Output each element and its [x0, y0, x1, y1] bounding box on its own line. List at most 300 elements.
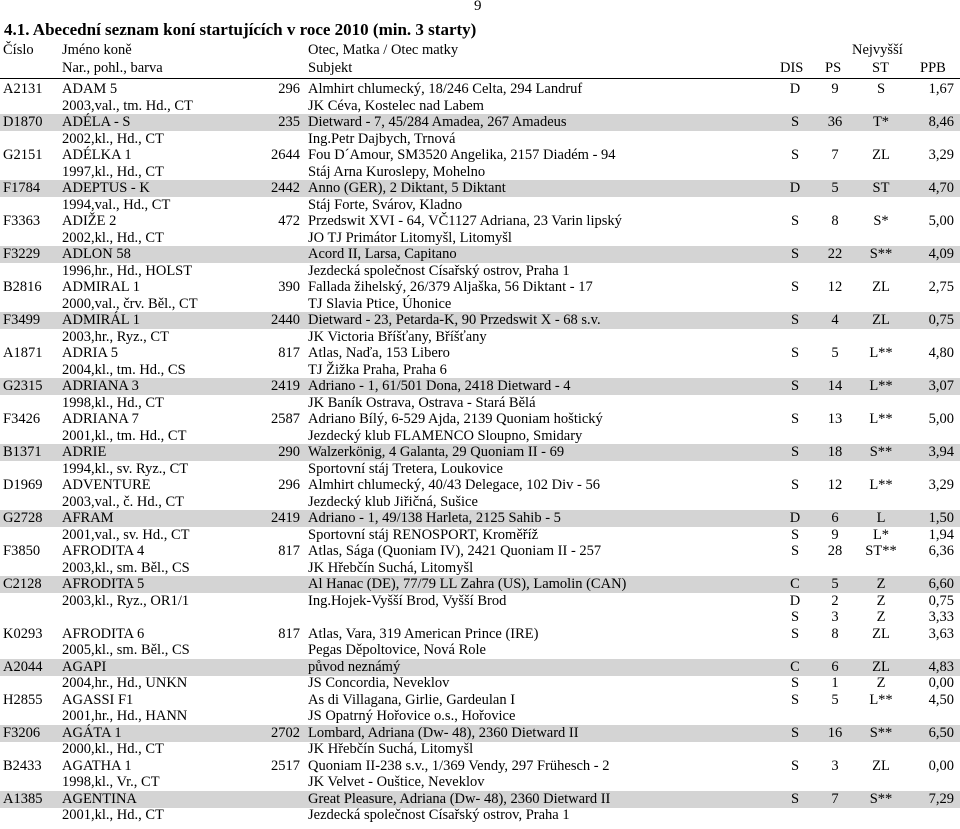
result-dis: S	[790, 477, 800, 493]
horse-info: 2001,kl., Hd., CT	[62, 807, 164, 823]
result-ppb: 6,36	[928, 543, 954, 559]
table-row	[0, 477, 960, 510]
horse-number: A2131	[3, 81, 43, 97]
table-row	[0, 378, 960, 411]
table-row-line	[0, 164, 960, 181]
result-dis: D	[789, 510, 801, 526]
horse-parents: Almhirt chlumecký, 40/43 Delegace, 102 Div - 56	[308, 477, 600, 493]
horse-subject: JO TJ Primátor Litomyšl, Litomyšl	[308, 229, 512, 246]
sire-number: 296	[278, 477, 300, 493]
result-ps: 8	[831, 213, 839, 229]
result-ppb: 3,33	[928, 609, 954, 625]
result-st: ZL	[872, 625, 890, 642]
horse-parents: Dietward - 7, 45/284 Amadea, 267 Amadeus	[308, 114, 567, 130]
table-row-line	[0, 345, 960, 362]
horse-subject: Ing.Hojek-Vyšší Brod, Vyšší Brod	[308, 592, 507, 609]
result-ppb: 3,29	[928, 477, 954, 493]
table-row-line	[0, 642, 960, 659]
result-st: S**	[869, 790, 893, 807]
result-dis: S	[790, 609, 800, 625]
result-dis: S	[790, 526, 800, 543]
result-st: Z	[876, 592, 886, 609]
horse-number: A1871	[3, 345, 43, 361]
result-ppb: 2,75	[928, 279, 954, 295]
result-st: L*	[872, 526, 890, 543]
result-ps: 14	[827, 378, 843, 394]
horse-number: G2315	[3, 378, 43, 394]
table-row-line	[0, 758, 960, 775]
result-ppb: 5,00	[928, 411, 954, 427]
result-ps: 12	[827, 279, 843, 295]
result-dis: S	[790, 790, 800, 807]
result-st: S*	[873, 213, 889, 229]
table-row-line	[0, 510, 960, 527]
sire-number: 2440	[271, 312, 300, 328]
result-dis: S	[790, 625, 800, 642]
result-ppb: 3,63	[928, 625, 954, 642]
table-row	[0, 444, 960, 477]
horse-parents: Adriano Bílý, 6-529 Ajda, 2139 Quoniam hoštický	[308, 411, 603, 427]
result-dis: C	[790, 576, 800, 592]
horse-parents: Quoniam II-238 s.v., 1/369 Vendy, 297 Frühesch - 2	[308, 757, 610, 774]
horse-number: D1969	[3, 477, 43, 493]
sire-number: 2587	[271, 411, 300, 427]
table-row	[0, 81, 960, 114]
table-row	[0, 411, 960, 444]
result-st: L**	[869, 411, 893, 427]
horse-subject: Stáj Arna Kuroslepy, Mohelno	[308, 163, 486, 180]
table-row-line	[0, 791, 960, 808]
table-row	[0, 725, 960, 758]
horse-info: 2005,kl., sm. Běl., CS	[62, 642, 190, 658]
table-row-line	[0, 395, 960, 412]
horse-subject: JK Céva, Kostelec nad Labem	[308, 97, 484, 114]
horse-name: ADVENTURE	[62, 477, 151, 493]
result-dis: C	[790, 658, 800, 675]
horse-number: C2128	[3, 576, 42, 592]
sire-number: 2702	[271, 724, 300, 741]
result-ppb: 1,94	[928, 526, 954, 543]
table-row-line	[0, 576, 960, 593]
table-row-line	[0, 362, 960, 379]
result-dis: S	[790, 378, 800, 394]
result-ps: 18	[827, 444, 843, 460]
result-st: S**	[869, 444, 893, 460]
result-dis: S	[790, 724, 800, 741]
result-ppb: 1,67	[928, 81, 954, 97]
horse-number: B2816	[3, 279, 42, 295]
result-ps: 9	[831, 526, 839, 543]
result-st: ZL	[872, 312, 890, 328]
table-row	[0, 626, 960, 659]
result-ps: 16	[827, 724, 843, 741]
table-row	[0, 345, 960, 378]
horse-subject: TJ Slavia Ptice, Úhonice	[308, 295, 452, 312]
result-dis: S	[790, 345, 800, 361]
table-row-line	[0, 708, 960, 725]
result-ps: 22	[827, 246, 843, 262]
header-best: Nejvyšší	[852, 42, 903, 58]
table-row	[0, 758, 960, 791]
result-ppb: 1,50	[928, 510, 954, 526]
result-st: ZL	[872, 147, 890, 163]
horse-number: K0293	[3, 625, 43, 642]
horse-parents: Great Pleasure, Adriana (Dw- 48), 2360 Dietward II	[308, 790, 611, 807]
horse-parents: Dietward - 23, Petarda-K, 90 Przedswit X - 68 s.v.	[308, 312, 601, 328]
sire-number: 817	[278, 543, 300, 559]
horse-name: AGÁTA 1	[62, 724, 122, 741]
result-dis: D	[789, 180, 801, 196]
horse-name: ADAM 5	[62, 81, 118, 97]
result-ps: 4	[831, 312, 839, 328]
horse-parents: Fallada žihelský, 26/379 Aljaška, 56 Diktant - 17	[308, 279, 593, 295]
result-st: ZL	[872, 757, 890, 774]
horse-parents: Przedswit XVI - 64, VČ1127 Adriana, 23 Varin lipský	[308, 213, 622, 229]
table-row-line	[0, 197, 960, 214]
horse-name: AGENTINA	[62, 790, 137, 807]
horse-number: F1784	[3, 180, 41, 196]
sire-number: 296	[278, 81, 300, 97]
horse-subject: JK Hřebčín Suchá, Litomyšl	[308, 741, 474, 757]
result-ps: 8	[831, 625, 839, 642]
result-dis: S	[790, 757, 800, 774]
table-row	[0, 213, 960, 246]
horse-parents: Lombard, Adriana (Dw- 48), 2360 Dietward II	[308, 724, 579, 741]
horse-parents: As di Villagana, Girlie, Gardeulan I	[308, 691, 516, 708]
result-st: S**	[869, 724, 893, 741]
horse-parents: původ neznámý	[308, 658, 401, 675]
result-ppb: 6,50	[928, 724, 954, 741]
horse-name: AGAPI	[62, 658, 107, 675]
table-row-line	[0, 230, 960, 247]
horse-name: ADRIANA 7	[62, 411, 139, 427]
table-row	[0, 279, 960, 312]
table-row-line	[0, 741, 960, 758]
horse-subject: Jezdecká společnost Císařský ostrov, Praha 1	[308, 807, 570, 823]
result-st: L**	[869, 345, 893, 361]
table-row-line	[0, 411, 960, 428]
result-ps: 7	[831, 147, 839, 163]
result-ppb: 0,00	[928, 675, 954, 691]
result-st: L	[876, 510, 886, 526]
horse-parents: Atlas, Naďa, 153 Libero	[308, 345, 450, 361]
horse-name: ADRIA 5	[62, 345, 118, 361]
sire-number: 817	[278, 625, 300, 642]
result-ppb: 4,83	[928, 658, 954, 675]
result-st: ST	[872, 180, 890, 196]
horse-subject: JK Hřebčín Suchá, Litomyšl	[308, 559, 474, 576]
horse-name: AFRODITA 5	[62, 576, 145, 592]
header-divider	[0, 78, 960, 79]
table-row-line	[0, 626, 960, 643]
table-row-line	[0, 543, 960, 560]
table-row-line	[0, 807, 960, 824]
result-ppb: 3,94	[928, 444, 954, 460]
horse-number: F3850	[3, 543, 41, 559]
header-st: ST	[872, 60, 889, 76]
horse-name: ADÉLA - S	[62, 114, 131, 130]
result-st: S	[876, 81, 886, 97]
table-row	[0, 180, 960, 213]
horse-subject: JK Velvet - Ouštice, Neveklov	[308, 774, 485, 790]
horse-number: B2433	[3, 757, 42, 774]
table-row-line	[0, 725, 960, 742]
table-row-line	[0, 609, 960, 626]
horse-info: 2004,kl., tm. Hd., CS	[62, 361, 186, 378]
horse-number: G2151	[3, 147, 43, 163]
horse-subject: TJ Žižka Praha, Praha 6	[308, 361, 447, 378]
result-dis: S	[790, 444, 800, 460]
result-ppb: 0,00	[928, 757, 954, 774]
result-ppb: 4,09	[928, 246, 954, 262]
horse-name: ADÉLKA 1	[62, 147, 132, 163]
horse-parents: Walzerkönig, 4 Galanta, 29 Quoniam II - 69	[308, 444, 565, 460]
result-ps: 6	[831, 658, 839, 675]
horse-name: ADEPTUS - K	[62, 180, 150, 196]
horse-name: AGATHA 1	[62, 757, 132, 774]
horse-number: G2728	[3, 510, 43, 526]
horse-number: H2855	[3, 691, 43, 708]
horse-subject: JS Concordia, Neveklov	[308, 675, 450, 691]
result-dis: S	[790, 147, 800, 163]
result-st: Z	[876, 576, 886, 592]
result-dis: S	[790, 213, 800, 229]
horse-parents: Almhirt chlumecký, 18/246 Celta, 294 Landruf	[308, 81, 583, 97]
horse-number: F3229	[3, 246, 41, 262]
page-title: 4.1. Abecední seznam koní startujících v roce 2010 (min. 3 starty)	[4, 20, 477, 39]
table-row-line	[0, 213, 960, 230]
table-row-line	[0, 659, 960, 676]
horse-number: F3363	[3, 213, 41, 229]
page-number: 9	[474, 0, 482, 14]
result-ppb: 4,70	[928, 180, 954, 196]
sire-number: 390	[278, 279, 300, 295]
horse-subject: Sportovní stáj Tretera, Loukovice	[308, 460, 503, 477]
horse-info: 1998,kl., Hd., CT	[62, 394, 164, 411]
horse-number: A2044	[3, 658, 43, 675]
horse-info: 2002,kl., Hd., CT	[62, 130, 164, 147]
sire-number: 472	[278, 213, 300, 229]
result-dis: S	[790, 691, 800, 708]
horse-subject: JK Victoria Bříšťany, Bříšťany	[308, 328, 487, 345]
horse-subject: JS Opatrný Hořovice o.s., Hořovice	[308, 708, 516, 724]
header-name: Jméno koně	[62, 42, 132, 58]
horse-name: ADRIANA 3	[62, 378, 139, 394]
result-ppb: 4,80	[928, 345, 954, 361]
table-row-line	[0, 296, 960, 313]
horse-number: D1870	[3, 114, 43, 130]
result-ps: 28	[827, 543, 843, 559]
table-row-line	[0, 477, 960, 494]
horse-name: AFRODITA 4	[62, 543, 145, 559]
table-row	[0, 692, 960, 725]
horse-number: F3426	[3, 411, 41, 427]
horse-parents: Al Hanac (DE), 77/79 LL Zahra (US), Lamolin (CAN)	[308, 576, 627, 592]
result-st: ZL	[872, 658, 890, 675]
result-st: L**	[869, 691, 893, 708]
horse-number: F3499	[3, 312, 41, 328]
horse-parents: Fou D´Amour, SM3520 Angelika, 2157 Diadém - 94	[308, 147, 616, 163]
horse-list	[0, 81, 960, 824]
result-ppb: 5,00	[928, 213, 954, 229]
horse-info: 2003,kl., sm. Běl., CS	[62, 559, 190, 576]
result-dis: S	[790, 411, 800, 427]
horse-info: 2000,kl., Hd., CT	[62, 741, 164, 757]
table-row-line	[0, 147, 960, 164]
result-ps: 7	[831, 790, 839, 807]
horse-info: 2003,kl., Ryz., OR1/1	[62, 592, 190, 609]
horse-info: 1998,kl., Vr., CT	[62, 774, 160, 790]
horse-parents: Atlas, Vara, 319 American Prince (IRE)	[308, 625, 539, 642]
horse-info: 2001,hr., Hd., HANN	[62, 708, 188, 724]
table-row-line	[0, 444, 960, 461]
result-dis: S	[790, 114, 800, 130]
header-ppb: PPB	[920, 60, 946, 76]
sire-number: 2517	[271, 757, 300, 774]
result-dis: S	[790, 543, 800, 559]
sire-number: 817	[278, 345, 300, 361]
result-ppb: 0,75	[928, 312, 954, 328]
table-row	[0, 510, 960, 543]
table-row-line	[0, 81, 960, 98]
horse-subject: Pegas Děpoltovice, Nová Role	[308, 642, 486, 658]
sire-number: 2644	[271, 147, 300, 163]
horse-subject: Jezdecká společnost Císařský ostrov, Praha 1	[308, 262, 570, 279]
result-ps: 3	[831, 757, 839, 774]
horse-name: AGASSI F1	[62, 691, 134, 708]
horse-info: 2001,val., sv. Hd., CT	[62, 526, 190, 543]
horse-name: AFRODITA 6	[62, 625, 145, 642]
horse-name: AFRAM	[62, 510, 114, 526]
table-row	[0, 576, 960, 626]
header-name-info: Nar., pohl., barva	[62, 60, 163, 76]
result-ps: 1	[831, 675, 839, 691]
header-ps: PS	[825, 60, 842, 76]
header-parents: Otec, Matka / Otec matky	[308, 42, 459, 58]
result-ppb: 0,75	[928, 592, 954, 609]
result-dis: S	[790, 246, 800, 262]
horse-info: 1997,kl., Hd., CT	[62, 163, 164, 180]
header-number: Číslo	[3, 42, 34, 58]
result-ps: 9	[831, 81, 839, 97]
result-ppb: 7,29	[928, 790, 954, 807]
horse-name: ADIŽE 2	[62, 213, 117, 229]
horse-parents: Acord II, Larsa, Capitano	[308, 246, 457, 262]
horse-info: 2003,val., tm. Hd., CT	[62, 97, 193, 114]
horse-name: ADMIRÁL 1	[62, 312, 141, 328]
horse-number: B1371	[3, 444, 42, 460]
result-dis: D	[789, 81, 801, 97]
table-row-line	[0, 461, 960, 478]
result-ppb: 6,60	[928, 576, 954, 592]
sire-number: 235	[278, 114, 300, 130]
horse-info: 2000,val., črv. Běl., CT	[62, 295, 198, 312]
sire-number: 2419	[271, 510, 300, 526]
header-dis: DIS	[780, 60, 804, 76]
result-st: ZL	[872, 279, 890, 295]
horse-info: 1994,val., Hd., CT	[62, 196, 171, 213]
result-dis: S	[790, 675, 800, 691]
horse-info: 2002,kl., Hd., CT	[62, 229, 164, 246]
result-st: S**	[869, 246, 893, 262]
horse-number: A1385	[3, 790, 43, 807]
result-ps: 6	[831, 510, 839, 526]
table-row-line	[0, 593, 960, 610]
table-row-line	[0, 279, 960, 296]
result-st: Z	[876, 675, 886, 691]
horse-parents: Atlas, Sága (Quoniam IV), 2421 Quoniam II - 257	[308, 543, 602, 559]
horse-info: 2003,hr., Ryz., CT	[62, 328, 169, 345]
result-ps: 5	[831, 576, 839, 592]
result-dis: D	[789, 592, 801, 609]
horse-name: ADLON 58	[62, 246, 131, 262]
table-row	[0, 791, 960, 824]
result-st: Z	[876, 609, 886, 625]
horse-subject: Jezdecký klub Jiřičná, Sušice	[308, 493, 478, 510]
horse-parents: Adriano - 1, 49/138 Harleta, 2125 Sahib - 5	[308, 510, 561, 526]
table-row-line	[0, 675, 960, 692]
table-row-line	[0, 378, 960, 395]
horse-name: ADMIRAL 1	[62, 279, 141, 295]
horse-info: 1996,hr., Hd., HOLST	[62, 262, 193, 279]
horse-info: 2001,kl., tm. Hd., CT	[62, 427, 187, 444]
table-row-line	[0, 774, 960, 791]
horse-subject: Sportovní stáj RENOSPORT, Kroměříž	[308, 526, 539, 543]
horse-info: 2004,hr., Hd., UNKN	[62, 675, 188, 691]
table-row	[0, 543, 960, 576]
sire-number: 2419	[271, 378, 300, 394]
table-row-line	[0, 494, 960, 511]
sire-number: 290	[278, 444, 300, 460]
table-row-line	[0, 246, 960, 263]
result-ps: 12	[827, 477, 843, 493]
table-row-line	[0, 329, 960, 346]
table-row-line	[0, 98, 960, 115]
horse-info: 2003,val., č. Hd., CT	[62, 493, 185, 510]
horse-subject: JK Baník Ostrava, Ostrava - Stará Bělá	[308, 394, 536, 411]
horse-subject: Stáj Forte, Svárov, Kladno	[308, 196, 463, 213]
table-row-line	[0, 180, 960, 197]
result-ps: 36	[827, 114, 843, 130]
table-row-line	[0, 428, 960, 445]
table-row	[0, 312, 960, 345]
table-row	[0, 246, 960, 279]
result-ps: 3	[831, 609, 839, 625]
horse-subject: Jezdecký klub FLAMENCO Sloupno, Smidary	[308, 427, 583, 444]
result-dis: S	[790, 279, 800, 295]
horse-number: F3206	[3, 724, 41, 741]
header-subject: Subjekt	[308, 60, 353, 76]
horse-parents: Anno (GER), 2 Diktant, 5 Diktant	[308, 180, 506, 196]
result-ppb: 4,50	[928, 691, 954, 708]
table-row	[0, 659, 960, 692]
result-st: ST**	[865, 543, 897, 559]
horse-name: ADRIE	[62, 444, 107, 460]
table-row-line	[0, 560, 960, 577]
result-ppb: 8,46	[928, 114, 954, 130]
result-ps: 5	[831, 345, 839, 361]
result-dis: S	[790, 312, 800, 328]
table-row-line	[0, 692, 960, 709]
table-row-line	[0, 131, 960, 148]
result-st: L**	[869, 477, 893, 493]
table-row	[0, 147, 960, 180]
horse-subject: Ing.Petr Dajbych, Trnová	[308, 130, 456, 147]
table-row-line	[0, 312, 960, 329]
result-ps: 13	[827, 411, 843, 427]
result-ps: 5	[831, 691, 839, 708]
result-ppb: 3,07	[928, 378, 954, 394]
